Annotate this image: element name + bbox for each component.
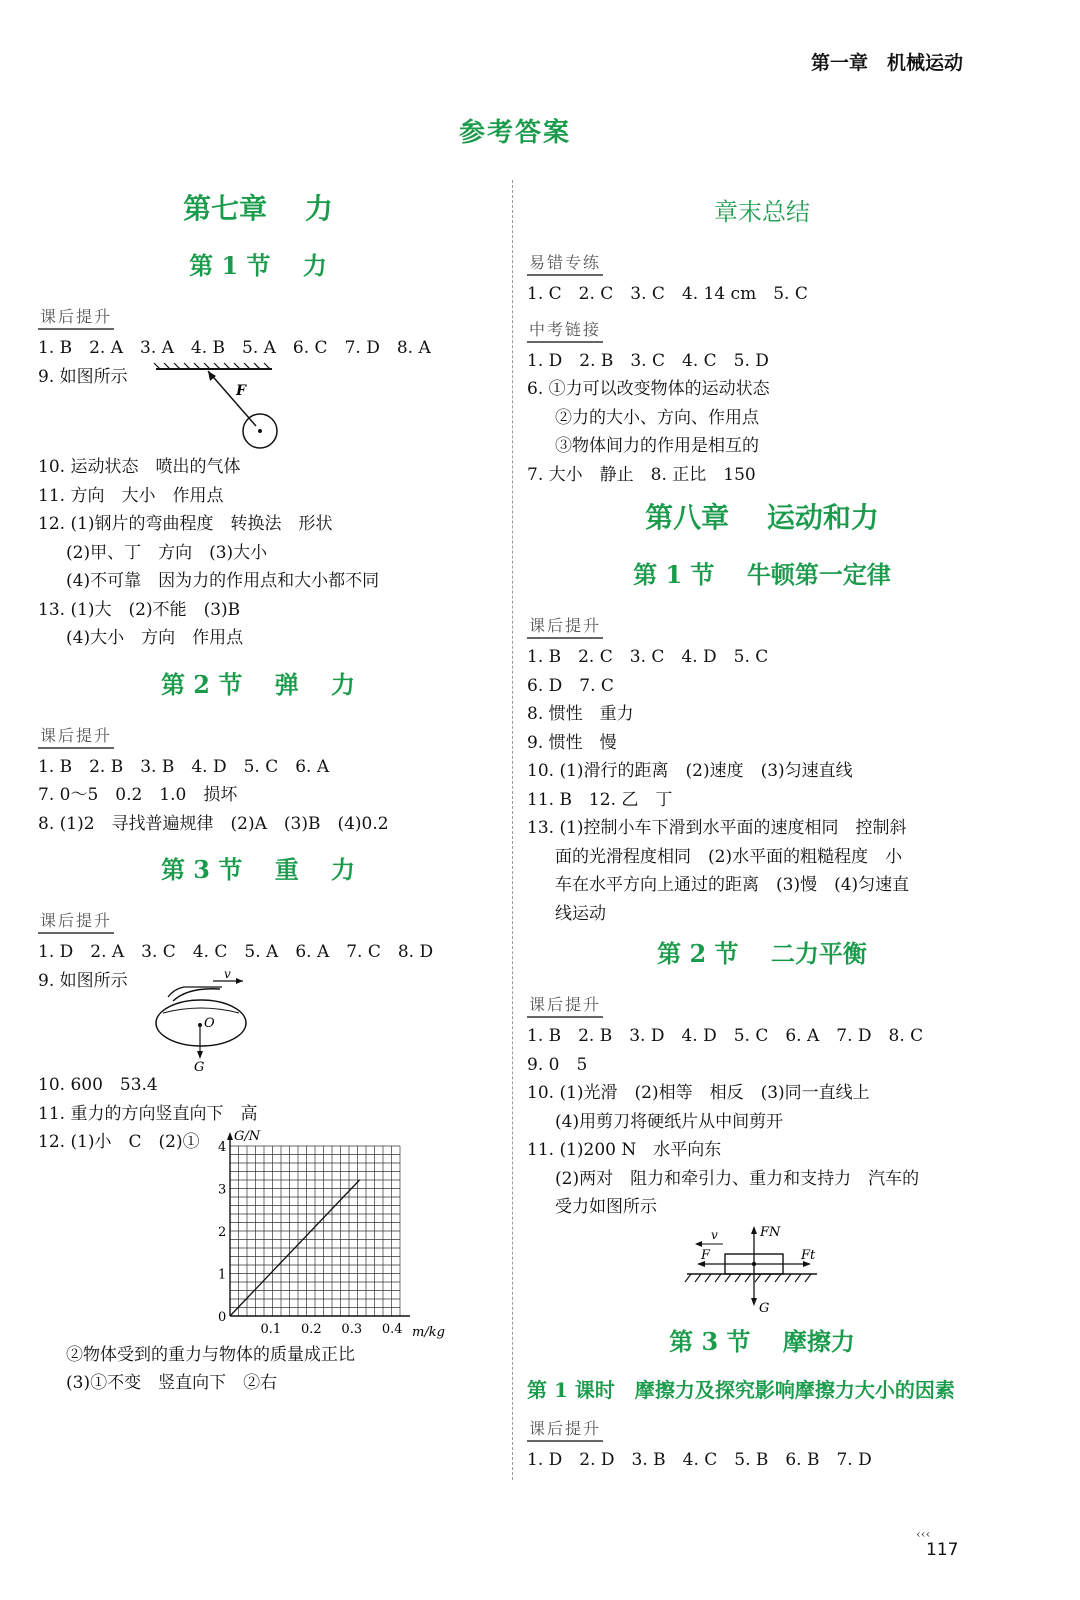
answer-line: (4)不可靠 因为力的作用点和大小都不同	[66, 571, 380, 591]
summary-title: 章末总结	[714, 198, 810, 226]
answer-line: 7. 0～5 0.2 1.0 损坏	[38, 785, 238, 805]
answer-line: 1. B 2. A 3. A 4. B 5. A 6. C 7. D 8. A	[38, 338, 431, 358]
y-axis-arrow	[227, 1132, 233, 1140]
x-tick-label: 0.3	[341, 1321, 363, 1337]
gravity-label: G	[194, 1060, 205, 1075]
answer-line: 10. 600 53.4	[38, 1075, 158, 1095]
answer-line: 9. 惯性 慢	[527, 732, 617, 753]
answer-line: 线运动	[555, 903, 606, 924]
x-tick-label: 0.1	[260, 1321, 282, 1337]
answer-line: 9. 0 5	[527, 1054, 588, 1075]
x-axis-label: m/kg	[412, 1324, 445, 1340]
header-chapter: 第一章 机械运动	[810, 52, 963, 74]
answer-line: 10. 运动状态 喷出的气体	[38, 457, 241, 477]
answer-line: 12. (1)小 C (2)①	[38, 1132, 200, 1152]
right-column	[527, 180, 997, 1474]
answer-line: 9. 如图所示	[38, 970, 128, 991]
answer-line: 6. D 7. C	[527, 675, 614, 696]
page-arrows-icon: ‹‹‹	[916, 1527, 931, 1541]
answer-line: (3)①不变 竖直向下 ②右	[66, 1373, 278, 1393]
section-8-2-title: 第 2 节 二力平衡	[657, 939, 867, 968]
section-label: 课后提升	[527, 1416, 603, 1442]
section-7-1-title: 第 1 节 力	[189, 251, 327, 280]
answer-line: ②力的大小、方向、作用点	[555, 407, 759, 428]
chapter8-title: 第八章 运动和力	[645, 501, 879, 534]
answer-line: 11. B 12. 乙 丁	[527, 789, 673, 810]
answer-line: 12. (1)钢片的弯曲程度 转换法 形状	[38, 514, 333, 534]
answer-line: 7. 大小 静止 8. 正比 150	[527, 464, 756, 485]
section-label: 课后提升	[527, 992, 603, 1018]
easy-label: 易错专练	[527, 250, 603, 276]
left-column	[38, 180, 478, 1398]
section-label: 课后提升	[38, 723, 114, 749]
answer-line: 8. (1)2 寻找普遍规律 (2)A (3)B (4)0.2	[38, 813, 389, 834]
y-tick-label: 0	[218, 1309, 227, 1325]
traction-label: Ft	[801, 1247, 816, 1263]
car-force-figure	[527, 1224, 997, 1320]
answer-line: ③物体间力的作用是相互的	[555, 436, 759, 456]
answer-line: (2)甲、丁 方向 (3)大小	[66, 542, 268, 563]
answer-line: 10. (1)滑行的距离 (2)速度 (3)匀速直线	[527, 761, 853, 781]
answer-line: 9. 如图所示	[38, 366, 128, 387]
y-axis-label: G/N	[234, 1128, 261, 1144]
section-8-1-title: 第 1 节 牛顿第一定律	[633, 560, 891, 589]
answer-line: 1. B 2. B 3. D 4. D 5. C 6. A 7. D 8. C	[527, 1026, 924, 1046]
answer-line: 车在水平方向上通过的距离 (3)慢 (4)匀速直	[555, 875, 910, 895]
column-divider	[512, 180, 513, 1480]
answer-line: 11. (1)200 N 水平向东	[527, 1140, 722, 1160]
exam-label: 中考链接	[527, 317, 603, 343]
section-label: 课后提升	[38, 304, 114, 330]
answer-line: 13. (1)大 (2)不能 (3)B	[38, 599, 241, 620]
velocity-label: v	[224, 967, 231, 981]
answer-line: 1. C 2. C 3. C 4. 14 cm 5. C	[527, 284, 808, 304]
lesson-title: 第 1 课时 摩擦力及探究影响摩擦力大小的因素	[527, 1377, 955, 1402]
answer-line: 1. D 2. D 3. B 4. C 5. B 6. B 7. D	[527, 1449, 872, 1470]
x-tick-label: 0.2	[300, 1321, 322, 1337]
x-tick-label: 0.4	[381, 1321, 403, 1337]
y-tick-label: 4	[218, 1139, 227, 1155]
center-label: O	[204, 1016, 215, 1031]
answer-line: 6. ①力可以改变物体的运动状态	[527, 379, 770, 399]
answer-line: 11. 重力的方向竖直向下 高	[38, 1103, 258, 1124]
page-title: 参考答案	[458, 118, 571, 148]
answer-line: 1. B 2. B 3. B 4. D 5. C 6. A	[38, 756, 330, 777]
answer-line: 10. (1)光滑 (2)相等 相反 (3)同一直线上	[527, 1083, 870, 1103]
y-tick-label: 1	[218, 1267, 227, 1282]
answer-line: (4)大小 方向 作用点	[66, 628, 244, 648]
answer-line: 13. (1)控制小车下滑到水平面的速度相同 控制斜	[527, 818, 907, 838]
answer-line: 11. 方向 大小 作用点	[38, 485, 224, 506]
y-tick-label: 3	[218, 1182, 227, 1197]
answer-line: 1. B 2. C 3. C 4. D 5. C	[527, 647, 769, 667]
section-label: 课后提升	[527, 613, 603, 639]
answer-line: ②物体受到的重力与物体的质量成正比	[66, 1344, 355, 1365]
answer-line: 1. D 2. B 3. C 4. C 5. D	[527, 350, 769, 371]
answer-line: (2)两对 阻力和牵引力、重力和支持力 汽车的	[555, 1168, 920, 1189]
answer-line: (4)用剪刀将硬纸片从中间剪开	[555, 1111, 784, 1132]
answer-line: 面的光滑程度相同 (2)水平面的粗糙程度 小	[555, 846, 903, 867]
gravity-mass-chart	[38, 1128, 478, 1341]
chapter7-title: 第七章 力	[183, 192, 333, 225]
force-label: F	[236, 383, 246, 399]
page-number: 117	[926, 1540, 959, 1560]
support-force-label: FN	[760, 1224, 781, 1240]
answer-line: 8. 惯性 重力	[527, 704, 634, 724]
section-7-2-title: 第 2 节 弹 力	[160, 669, 356, 699]
answer-line: 受力如图所示	[555, 1197, 657, 1217]
friction-label: F	[701, 1247, 711, 1263]
section-8-3-title: 第 3 节 摩擦力	[669, 1326, 855, 1356]
answer-line: 1. D 2. A 3. C 4. C 5. A 6. A 7. C 8. D	[38, 942, 434, 962]
gravity-label: G	[759, 1300, 770, 1316]
y-tick-label: 2	[218, 1224, 227, 1240]
section-label: 课后提升	[38, 908, 114, 934]
velocity-label: v	[711, 1227, 718, 1242]
section-7-3-title: 第 3 节 重 力	[160, 855, 356, 884]
